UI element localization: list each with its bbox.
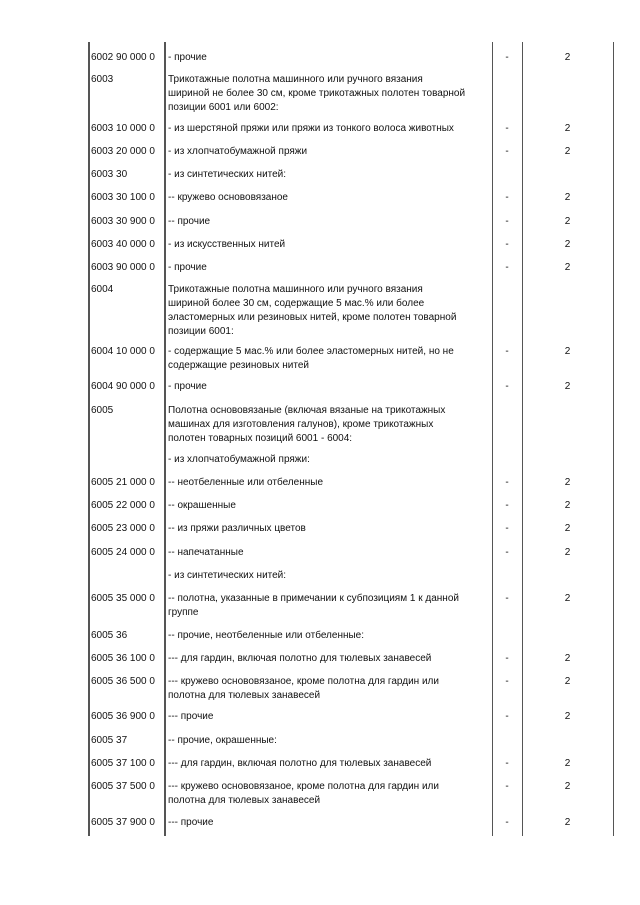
column3-cell: - bbox=[505, 123, 509, 134]
column4-cell: 2 bbox=[564, 477, 571, 488]
code-cell: 6005 37 bbox=[91, 735, 128, 746]
column3-cell: - bbox=[505, 500, 509, 511]
code-cell: 6005 36 bbox=[91, 630, 128, 641]
column3-cell: - bbox=[505, 523, 509, 534]
description-cell: Трикотажные полотна машинного или ручного вязания шириной более 30 см, содержащие 5 мас.% или более эластомерных или резиновых нитей, кроме полотен товарной позиции 6001: bbox=[168, 284, 457, 337]
code-cell: 6003 20 000 0 bbox=[91, 146, 155, 157]
column4-cell: 2 bbox=[564, 711, 571, 722]
code-cell: 6003 90 000 0 bbox=[91, 262, 155, 273]
column3-cell: - bbox=[505, 52, 509, 63]
column4-cell: 2 bbox=[564, 523, 571, 534]
description-cell: --- для гардин, включая полотно для тюлевых занавесей bbox=[168, 758, 432, 769]
code-cell: 6002 90 000 0 bbox=[91, 52, 155, 63]
column3-cell: - bbox=[505, 239, 509, 250]
code-cell: 6005 21 000 0 bbox=[91, 477, 155, 488]
column4-cell: 2 bbox=[564, 381, 571, 392]
code-cell: 6005 bbox=[91, 405, 114, 416]
column4-cell: 2 bbox=[564, 346, 571, 357]
code-cell: 6003 30 bbox=[91, 169, 128, 180]
description-cell: -- кружево основовязаное bbox=[168, 192, 288, 203]
column4-cell: 2 bbox=[564, 146, 571, 157]
code-cell: 6003 30 900 0 bbox=[91, 216, 155, 227]
description-cell: - из хлопчатобумажной пряжи: bbox=[168, 454, 310, 465]
column3-cell: - bbox=[505, 146, 509, 157]
column4-cell: 2 bbox=[564, 758, 571, 769]
code-cell: 6004 90 000 0 bbox=[91, 381, 155, 392]
code-cell: 6004 10 000 0 bbox=[91, 346, 155, 357]
column3-cell: - bbox=[505, 817, 509, 828]
description-cell: - содержащие 5 мас.% или более эластомерных нитей, но не содержащие резиновых нитей bbox=[168, 346, 454, 371]
code-cell: 6005 23 000 0 bbox=[91, 523, 155, 534]
column3-cell: - bbox=[505, 381, 509, 392]
column3-cell: - bbox=[505, 758, 509, 769]
description-cell: -- прочие, неотбеленные или отбеленные: bbox=[168, 630, 365, 641]
column3-cell: - bbox=[505, 711, 509, 722]
code-cell: 6005 35 000 0 bbox=[91, 593, 155, 604]
code-cell: 6003 bbox=[91, 74, 114, 85]
description-cell: -- прочие, окрашенные: bbox=[168, 735, 277, 746]
column3-cell: - bbox=[505, 216, 509, 227]
description-cell: -- окрашенные bbox=[168, 500, 236, 511]
column3-cell: - bbox=[505, 653, 509, 664]
description-cell: --- прочие bbox=[168, 817, 214, 828]
code-cell: 6003 10 000 0 bbox=[91, 123, 155, 134]
column4-cell: 2 bbox=[564, 216, 571, 227]
code-cell: 6003 40 000 0 bbox=[91, 239, 155, 250]
code-cell: 6005 37 100 0 bbox=[91, 758, 155, 769]
column4-cell: 2 bbox=[564, 676, 571, 687]
description-cell: -- напечатанные bbox=[168, 547, 244, 558]
column4-cell: 2 bbox=[564, 817, 571, 828]
column3-cell: - bbox=[505, 676, 509, 687]
code-cell: 6004 bbox=[91, 284, 114, 295]
column3-cell: - bbox=[505, 781, 509, 792]
description-cell: -- прочие bbox=[168, 216, 211, 227]
code-cell: 6005 37 900 0 bbox=[91, 817, 155, 828]
description-cell: --- кружево основовязаное, кроме полотна для гардин или полотна для тюлевых занавесей bbox=[168, 676, 439, 701]
description-cell: - из шерстяной пряжи или пряжи из тонкого волоса животных bbox=[168, 123, 454, 134]
column4-cell: 2 bbox=[564, 192, 571, 203]
description-cell: - из искусственных нитей bbox=[168, 239, 286, 250]
code-cell: 6005 37 500 0 bbox=[91, 781, 155, 792]
column-divider bbox=[164, 42, 166, 836]
column3-cell: - bbox=[505, 262, 509, 273]
description-cell: - из синтетических нитей: bbox=[168, 169, 287, 180]
table-border-right bbox=[613, 42, 614, 836]
description-cell: Полотна основовязаные (включая вязаные на трикотажных машинах для изготовления галунов), кроме трикотажных полотен товарных позиций 6001 - 6004: bbox=[168, 405, 446, 444]
description-cell: -- полотна, указанные в примечании к субпозициям 1 к данной группе bbox=[168, 593, 459, 618]
description-cell: - из синтетических нитей: bbox=[168, 570, 287, 581]
column4-cell: 2 bbox=[564, 547, 571, 558]
code-cell: 6005 36 500 0 bbox=[91, 676, 155, 687]
column4-cell: 2 bbox=[564, 262, 571, 273]
description-cell: --- кружево основовязаное, кроме полотна для гардин или полотна для тюлевых занавесей bbox=[168, 781, 439, 806]
description-cell: -- неотбеленные или отбеленные bbox=[168, 477, 323, 488]
description-cell: Трикотажные полотна машинного или ручного вязания шириной не более 30 см, кроме трикотажных полотен товарной позиции 6001 или 6002: bbox=[168, 74, 466, 113]
code-cell: 6003 30 100 0 bbox=[91, 192, 155, 203]
description-cell: - из хлопчатобумажной пряжи bbox=[168, 146, 308, 157]
column3-cell: - bbox=[505, 192, 509, 203]
column4-cell: 2 bbox=[564, 52, 571, 63]
column4-cell: 2 bbox=[564, 123, 571, 134]
column3-cell: - bbox=[505, 477, 509, 488]
description-cell: - прочие bbox=[168, 262, 207, 273]
description-cell: - прочие bbox=[168, 52, 207, 63]
code-cell: 6005 24 000 0 bbox=[91, 547, 155, 558]
column3-cell: - bbox=[505, 593, 509, 604]
column4-cell: 2 bbox=[564, 593, 571, 604]
column4-cell: 2 bbox=[564, 781, 571, 792]
column4-cell: 2 bbox=[564, 500, 571, 511]
code-cell: 6005 36 900 0 bbox=[91, 711, 155, 722]
column3-cell: - bbox=[505, 547, 509, 558]
column3-cell: - bbox=[505, 346, 509, 357]
table-border-left bbox=[88, 42, 90, 836]
description-cell: - прочие bbox=[168, 381, 207, 392]
description-cell: -- из пряжи различных цветов bbox=[168, 523, 306, 534]
description-cell: --- прочие bbox=[168, 711, 214, 722]
column4-cell: 2 bbox=[564, 239, 571, 250]
code-cell: 6005 22 000 0 bbox=[91, 500, 155, 511]
column4-cell: 2 bbox=[564, 653, 571, 664]
description-cell: --- для гардин, включая полотно для тюлевых занавесей bbox=[168, 653, 432, 664]
code-cell: 6005 36 100 0 bbox=[91, 653, 155, 664]
